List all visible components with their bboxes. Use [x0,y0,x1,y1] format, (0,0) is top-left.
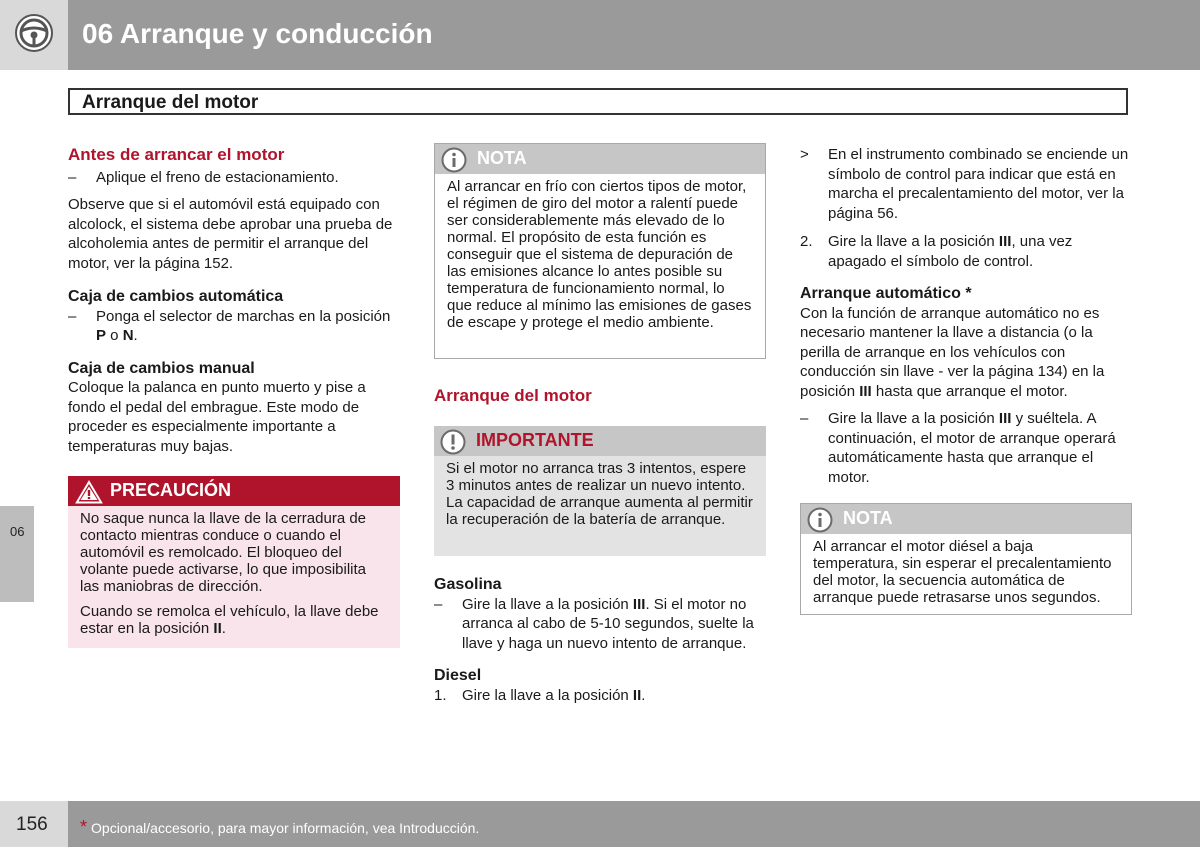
bullet-selector: – Ponga el selector de marchas en la posición P o N. [68,307,391,344]
nota-body [435,174,765,339]
subheading-automatica: Caja de cambios automática [68,288,284,305]
subheading-arranque-automatico: Arranque automático * [800,285,972,302]
nota-header [435,144,765,174]
column-3 [800,145,1132,487]
section-title-box [68,88,1128,115]
steering-wheel-icon [14,13,54,53]
step-1-diesel: 1. Gire la llave a la posición II. [434,686,646,704]
chapter-title: 06 Arranque y conducción [82,18,433,49]
side-tab-label: 06 [10,524,25,539]
header-left-block [0,0,68,70]
step-2-diesel: 2. Gire la llave a la posición III, una vez apagado el símbolo de control. [800,233,1073,270]
warning-triangle-icon [74,479,104,505]
nota-label: NOTA [477,148,527,168]
paragraph-alcolock: Observe que si el automóvil está equipado con alcolock, el sistema debe aprobar una prueba de alcoholemia antes de permitir el arranque del motor, ver la página 152. [68,196,393,272]
paragraph-manual: Coloque la palanca en punto muerto y pise a fondo el pedal del embrague. Este modo de proceder es especialmente importante a temperaturas muy bajas. [68,379,366,455]
footnote [80,817,479,838]
importante-box [434,426,766,556]
chapter-side-tab [0,506,34,602]
result-precalentamiento: > En el instrumento combinado se enciende un símbolo de control para indicar que está en marcha el precalentamiento del motor, ver la página 56. [800,146,1129,222]
nota-text: Al arrancar en frío con ciertos tipos de motor, el régimen de giro del motor a ralentí puede ser considerablemente más elevado de lo normal. El propósito de esta función es conseguir que el sistema de depuración de las emisiones alcance lo antes posible su temperatura de funcionamiento normal, lo que reduce al mínimo las emisiones de gases de escape y protege el medio ambiente. [447,178,752,331]
subheading-diesel: Diesel [434,667,482,684]
caution-text-1: No saque nunca la llave de la cerradura de contacto mientras conduce o cuando el automóvil es remolcado. El bloqueo del volante puede activarse, lo que imposibilita las maniobras de dirección. [80,510,367,595]
page-number: 156 [16,814,48,835]
nota-box-diesel [800,503,1132,615]
heading-arranque-del-motor: Arranque del motor [434,386,592,405]
importante-body [434,456,766,536]
paragraph-arranque-automatico: Con la función de arranque automático no es necesario mantener la llave a distancia (o la perilla de arranque en los vehículos con conducción sin llave - ver la página 134) en la posición III hasta que arranque el motor. [800,304,1105,400]
footnote-text: Opcional/accesorio, para mayor información, vea Introducción. [91,820,480,836]
importante-text: Si el motor no arranca tras 3 intentos, espere 3 minutos antes de realizar un nuevo intento. La capacidad de arranque aumenta al permitir la recuperación de la batería de arranque. [446,460,753,528]
caution-body [68,506,400,645]
nota-label-2: NOTA [843,508,893,528]
bullet-arranque-automatico: – Gire la llave a la posición III y suéltela. A continuación, el motor de arranque operará automáticamente hasta que arranque el motor. [800,410,1116,486]
caution-box [68,476,400,648]
column-1 [68,145,400,456]
column-2-body [434,575,766,705]
column-2-heading [434,386,766,406]
caution-label: PRECAUCIÓN [110,480,232,500]
section-title: Arranque del motor [82,92,259,113]
nota-body-2 [801,534,1131,614]
bullet-gasolina: – Gire la llave a la posición III. Si el motor no arranca al cabo de 5-10 segundos, suelte la llave y haga un nuevo intento de arranque. [434,595,754,652]
caution-header [68,476,400,506]
importante-label: IMPORTANTE [476,430,594,450]
nota-text-2: Al arrancar el motor diésel a baja temperatura, sin esperar el precalentamiento del motor, la secuencia automática de arranque puede retrasarse unos segundos. [813,538,1112,606]
subheading-manual: Caja de cambios manual [68,359,255,377]
exclamation-icon [440,429,466,455]
nota-box-cold-start [434,143,766,359]
importante-header [434,426,766,456]
subheading-gasolina: Gasolina [434,576,502,593]
nota-header-2 [801,504,1131,534]
bullet-freno: – Aplique el freno de estacionamiento. [68,168,339,186]
info-icon [807,507,833,533]
heading-antes-de-arrancar: Antes de arrancar el motor [68,145,285,164]
info-icon [441,147,467,173]
footnote-star: * [80,817,88,837]
caution-text-2: Cuando se remolca el vehículo, la llave debe estar en la posición II. [80,603,379,637]
